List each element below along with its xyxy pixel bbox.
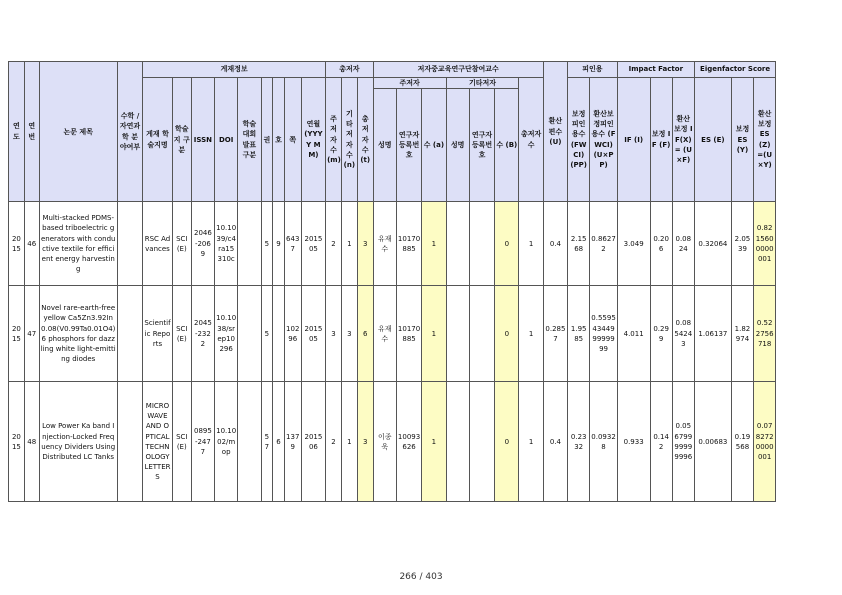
cell-x: 0.0854243 (672, 286, 694, 382)
cell-field (117, 202, 142, 286)
cell-t: 3 (357, 202, 373, 286)
header-other-name: 성명 (446, 89, 469, 202)
header-group-es: Eigenfactor Score (694, 62, 775, 78)
header-if: IF (I) (617, 78, 650, 202)
cell-n: 3 (341, 286, 357, 382)
cell-f: 0.206 (650, 202, 672, 286)
cell-y: 1.82974 (731, 286, 753, 382)
cell-f: 0.299 (650, 286, 672, 382)
header-group-authors: 총저자 (326, 62, 374, 78)
cell-pp: 0.2332 (568, 382, 590, 502)
cell-a: 1 (422, 202, 446, 286)
cell-year: 2015 (9, 286, 25, 382)
cell-other-name (446, 286, 469, 382)
table-row (9, 286, 804, 382)
cell-issn: 2046-2069 (191, 202, 214, 286)
header-issn: ISSN (191, 78, 214, 202)
cell-m: 3 (326, 286, 342, 382)
cell-jtype: SCI(E) (172, 202, 191, 286)
cell-y: 2.0539 (731, 202, 753, 286)
cell-page: 1379 (284, 382, 301, 502)
cell-year: 2015 (9, 382, 25, 502)
cell-i: 4.011 (617, 286, 650, 382)
header-date: 연월 (YYYY MM) (301, 78, 325, 202)
cell-field (117, 286, 142, 382)
header-year: 연도 (9, 62, 25, 202)
cell-main-name: 이종욱 (373, 382, 396, 502)
cell-jtype: SCI(E) (172, 382, 191, 502)
cell-issue: 6 (273, 382, 285, 502)
cell-a: 1 (422, 382, 446, 502)
cell-page: 6437 (284, 202, 301, 286)
header-group-faculty: 저자중교육연구단참여교수 (373, 62, 543, 78)
cell-doi: 10.1039/c4ra15310c (215, 202, 238, 286)
cell-conf (238, 286, 261, 382)
header-main-name: 성명 (373, 89, 396, 202)
cell-serial: 47 (24, 286, 39, 382)
cell-issue (273, 286, 285, 382)
header-fwci-pp: 보정 피인용수 (FWCI) (PP) (568, 78, 590, 202)
header-volume: 권 (261, 78, 273, 202)
paper-table (8, 61, 804, 502)
header-if-conv: 환산 보정 IF(X) = (U×F) (672, 78, 694, 202)
cell-main-name: 유재수 (373, 202, 396, 286)
cell-volume: 57 (261, 382, 273, 502)
cell-t: 6 (357, 286, 373, 382)
cell-n: 1 (341, 382, 357, 502)
cell-upp: 0.5595434499999999 (590, 286, 617, 382)
cell-total: 1 (519, 286, 543, 382)
cell-journal: RSC Advances (143, 202, 173, 286)
cell-u: 0.2857 (543, 286, 567, 382)
header-main-count: 주저자수 (m) (326, 78, 342, 202)
cell-other-id (469, 286, 494, 382)
cell-main-id: 10170885 (396, 202, 421, 286)
header-issue: 호 (273, 78, 285, 202)
header-journal-name: 게재 학술지명 (143, 78, 173, 202)
cell-volume: 5 (261, 202, 273, 286)
cell-b: 0 (495, 202, 519, 286)
cell-z: 0.522756718 (754, 286, 776, 382)
cell-main-id: 10093626 (396, 382, 421, 502)
header-faculty-total: 총저자수 (519, 78, 543, 202)
cell-volume: 5 (261, 286, 273, 382)
header-doi: DOI (215, 78, 238, 202)
cell-title: Multi-stacked PDMS-based triboelectric generators with conductive textile for efficient energy harvesting (39, 202, 117, 286)
cell-total: 1 (519, 202, 543, 286)
cell-main-id: 10170885 (396, 286, 421, 382)
header-if-corr: 보정 IF (F) (650, 78, 672, 202)
cell-journal: Scientific Reports (143, 286, 173, 382)
header-field: 수학 /자연과학 분야여부 (117, 62, 142, 202)
header-title: 논문 제목 (39, 62, 117, 202)
header-serial: 연번 (24, 62, 39, 202)
cell-e: 1.06137 (694, 286, 731, 382)
cell-u: 0.4 (543, 382, 567, 502)
cell-e: 0.00683 (694, 382, 731, 502)
header-total-count: 총저자수 (t) (357, 78, 373, 202)
cell-a: 1 (422, 286, 446, 382)
cell-m: 2 (326, 202, 342, 286)
cell-m: 2 (326, 382, 342, 502)
cell-issue: 9 (273, 202, 285, 286)
cell-conf (238, 202, 261, 286)
cell-z: 0.8215600000001 (754, 202, 776, 286)
cell-title: Low Power Ka band Injection-Locked Frequency Dividers Using Distributed LC Tanks (39, 382, 117, 502)
cell-main-name: 유재수 (373, 286, 396, 382)
cell-pp: 2.1568 (568, 202, 590, 286)
cell-b: 0 (495, 382, 519, 502)
cell-year: 2015 (9, 202, 25, 286)
header-journal-type: 학술지 구분 (172, 78, 191, 202)
cell-upp: 0.09328 (590, 382, 617, 502)
cell-title: Novel rare-earth-free yellow Ca5Zn3.92In0.08(V0.99Ta0.01O4)6 phosphors for dazzling white light-emitting diodes (39, 286, 117, 382)
cell-x: 0.0824 (672, 202, 694, 286)
cell-date: 201506 (301, 382, 325, 502)
cell-i: 3.049 (617, 202, 650, 286)
cell-f: 0.142 (650, 382, 672, 502)
cell-x: 0.05679999999996 (672, 382, 694, 502)
header-group-if: Impact Factor (617, 62, 694, 78)
cell-total: 1 (519, 382, 543, 502)
page-number: 266 / 403 (399, 572, 443, 582)
cell-t: 3 (357, 382, 373, 502)
header-es-corr: 보정 ES (Y) (731, 78, 753, 202)
header-main-num: 수 (a) (422, 89, 446, 202)
cell-conf (238, 382, 261, 502)
cell-b: 0 (495, 286, 519, 382)
header-other-count: 기타저자수 (n) (341, 78, 357, 202)
table-row (9, 202, 804, 286)
cell-other-id (469, 382, 494, 502)
cell-upp: 0.86272 (590, 202, 617, 286)
cell-pp: 1.9585 (568, 286, 590, 382)
cell-date: 201505 (301, 202, 325, 286)
header-sub-other-author: 기타저자 (446, 78, 519, 89)
cell-e: 0.32064 (694, 202, 731, 286)
cell-doi: 10.1038/srep10296 (215, 286, 238, 382)
cell-n: 1 (341, 202, 357, 286)
header-group-journal: 게재정보 (143, 62, 326, 78)
cell-page: 10296 (284, 286, 301, 382)
cell-journal: MICROWAVE AND OPTICAL TECHNOLOGY LETTERS (143, 382, 173, 502)
header-fwci-conv: 환산보정피인용수 (FWCI) (U×PP) (590, 78, 617, 202)
header-sub-main-author: 주저자 (373, 78, 446, 89)
cell-u: 0.4 (543, 202, 567, 286)
cell-y: 0.19568 (731, 382, 753, 502)
cell-i: 0.933 (617, 382, 650, 502)
cell-other-name (446, 382, 469, 502)
header-other-id: 연구자 등록번호 (469, 89, 494, 202)
cell-serial: 46 (24, 202, 39, 286)
header-es-conv: 환산 보정 ES(Z) =(U×Y) (754, 78, 776, 202)
header-es: ES (E) (694, 78, 731, 202)
cell-issn: 2045-2322 (191, 286, 214, 382)
header-conf-type: 학술대회발표구분 (238, 78, 261, 202)
header-other-num: 수 (B) (495, 89, 519, 202)
cell-date: 201505 (301, 286, 325, 382)
table-body (9, 202, 804, 502)
header-group-citation: 피인용 (568, 62, 618, 78)
cell-other-id (469, 202, 494, 286)
header-main-id: 연구자 등록번호 (396, 89, 421, 202)
header-page: 쪽 (284, 78, 301, 202)
cell-serial: 48 (24, 382, 39, 502)
cell-jtype: SCI(E) (172, 286, 191, 382)
cell-z: 0.0782720000001 (754, 382, 776, 502)
cell-issn: 0895-2477 (191, 382, 214, 502)
cell-field (117, 382, 142, 502)
cell-other-name (446, 202, 469, 286)
cell-doi: 10.1002/mop (215, 382, 238, 502)
table-row (9, 382, 804, 502)
header-converted: 환산 편수 (U) (543, 62, 567, 202)
